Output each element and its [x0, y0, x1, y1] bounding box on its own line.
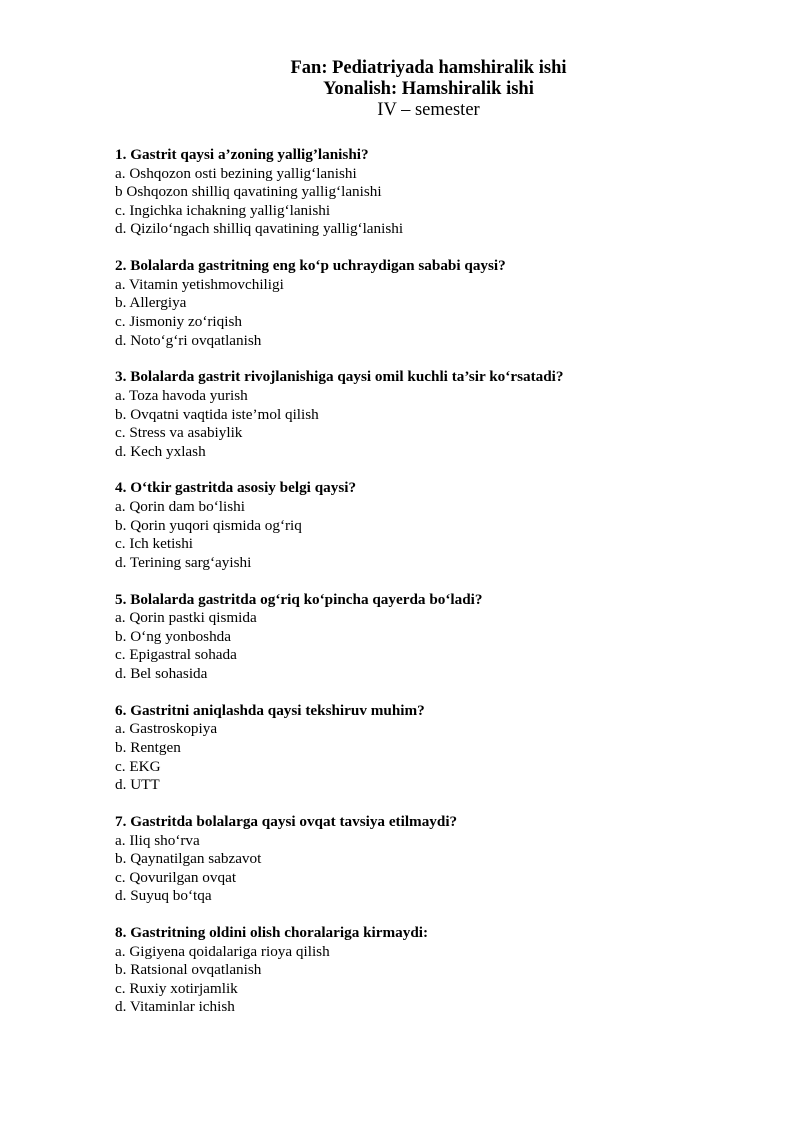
answer-option-a: a. Qorin dam bo‘lishi — [115, 498, 245, 516]
answer-option-d: d. Noto‘g‘ri ovqatlanish — [115, 331, 262, 349]
question-title: 6. Gastritni aniqlashda qaysi tekshiruv muhim? — [115, 701, 425, 719]
question-title: 3. Bolalarda gastrit rivojlanishiga qaysi omil kuchli ta’sir ko‘rsatadi? — [115, 368, 564, 386]
answer-option-d: d. Suyuq bo‘tqa — [115, 887, 212, 905]
answer-option-c: c. EKG — [115, 757, 161, 775]
answer-option-c: c. Ingichka ichakning yallig‘lanishi — [115, 201, 331, 219]
question-title: 5. Bolalarda gastritda og‘riq ko‘pincha qayerda bo‘ladi? — [115, 590, 483, 608]
direction-title: Yonalish: Hamshiralik ishi — [323, 79, 534, 99]
answer-option-b: b. Allergiya — [115, 294, 187, 312]
answer-option-a: a. Gigiyena qoidalariga rioya qilish — [115, 942, 330, 960]
question-title: 2. Bolalarda gastritning eng ko‘p uchraydigan sababi qaysi? — [115, 257, 506, 275]
answer-option-a: a. Gastroskopiya — [115, 720, 218, 738]
answer-option-b: b. O‘ng yonboshda — [115, 627, 232, 645]
answer-option-c: c. Jismoniy zo‘riqish — [115, 312, 242, 330]
question-3 — [115, 368, 755, 461]
answer-option-c: c. Ich ketishi — [115, 535, 194, 553]
answer-option-a: a. Iliq sho‘rva — [115, 831, 200, 849]
question-2 — [115, 257, 755, 350]
question-1 — [115, 146, 755, 239]
document-header — [0, 58, 800, 121]
answer-option-d: d. Vitaminlar ichish — [115, 998, 235, 1016]
answer-option-c: c. Ruxiy xotirjamlik — [115, 979, 238, 997]
subject-title: Fan: Pediatriyada hamshiralik ishi — [290, 58, 567, 78]
answer-option-d: d. Terining sarg‘ayishi — [115, 553, 252, 571]
question-5 — [115, 591, 755, 684]
question-6 — [115, 702, 755, 795]
question-8 — [115, 924, 755, 1017]
question-4 — [115, 479, 755, 572]
semester-label: IV – semester — [377, 100, 480, 120]
answer-option-d: d. UTT — [115, 776, 160, 794]
answer-option-c: c. Qovurilgan ovqat — [115, 868, 237, 886]
answer-option-b: b. Ratsional ovqatlanish — [115, 961, 262, 979]
answer-option-c: c. Epigastral sohada — [115, 646, 237, 664]
question-7 — [115, 813, 755, 906]
answer-option-d: d. Qizilo‘ngach shilliq qavatining yallig‘lanishi — [115, 220, 404, 238]
answer-option-c: c. Stress va asabiylik — [115, 424, 243, 442]
question-title: 7. Gastritda bolalarga qaysi ovqat tavsiya etilmaydi? — [115, 812, 458, 830]
question-title: 8. Gastritning oldini olish choralariga kirmaydi: — [115, 924, 429, 942]
answer-option-a: a. Qorin pastki qismida — [115, 609, 257, 627]
answer-option-a: a. Vitamin yetishmovchiligi — [115, 275, 284, 293]
answer-option-d: d. Bel sohasida — [115, 665, 208, 682]
answer-option-b: b. Qorin yuqori qismida og‘riq — [115, 516, 302, 534]
question-title: 1. Gastrit qaysi a’zoning yallig’lanishi? — [115, 146, 369, 163]
answer-option-b: b. Rentgen — [115, 738, 181, 756]
answer-option-b: b. Qaynatilgan sabzavot — [115, 850, 262, 868]
answer-option-a: a. Oshqozon osti bezining yallig‘lanishi — [115, 164, 357, 182]
question-title: 4. O‘tkir gastritda asosiy belgi qaysi? — [115, 479, 357, 497]
answer-option-a: a. Toza havoda yurish — [115, 386, 248, 404]
answer-option-b: b. Ovqatni vaqtida iste’mol qilish — [115, 405, 319, 423]
answer-option-b: b Oshqozon shilliq qavatining yallig‘lanishi — [115, 183, 382, 201]
answer-option-d: d. Kech yxlash — [115, 442, 206, 460]
question-list — [115, 146, 755, 1035]
